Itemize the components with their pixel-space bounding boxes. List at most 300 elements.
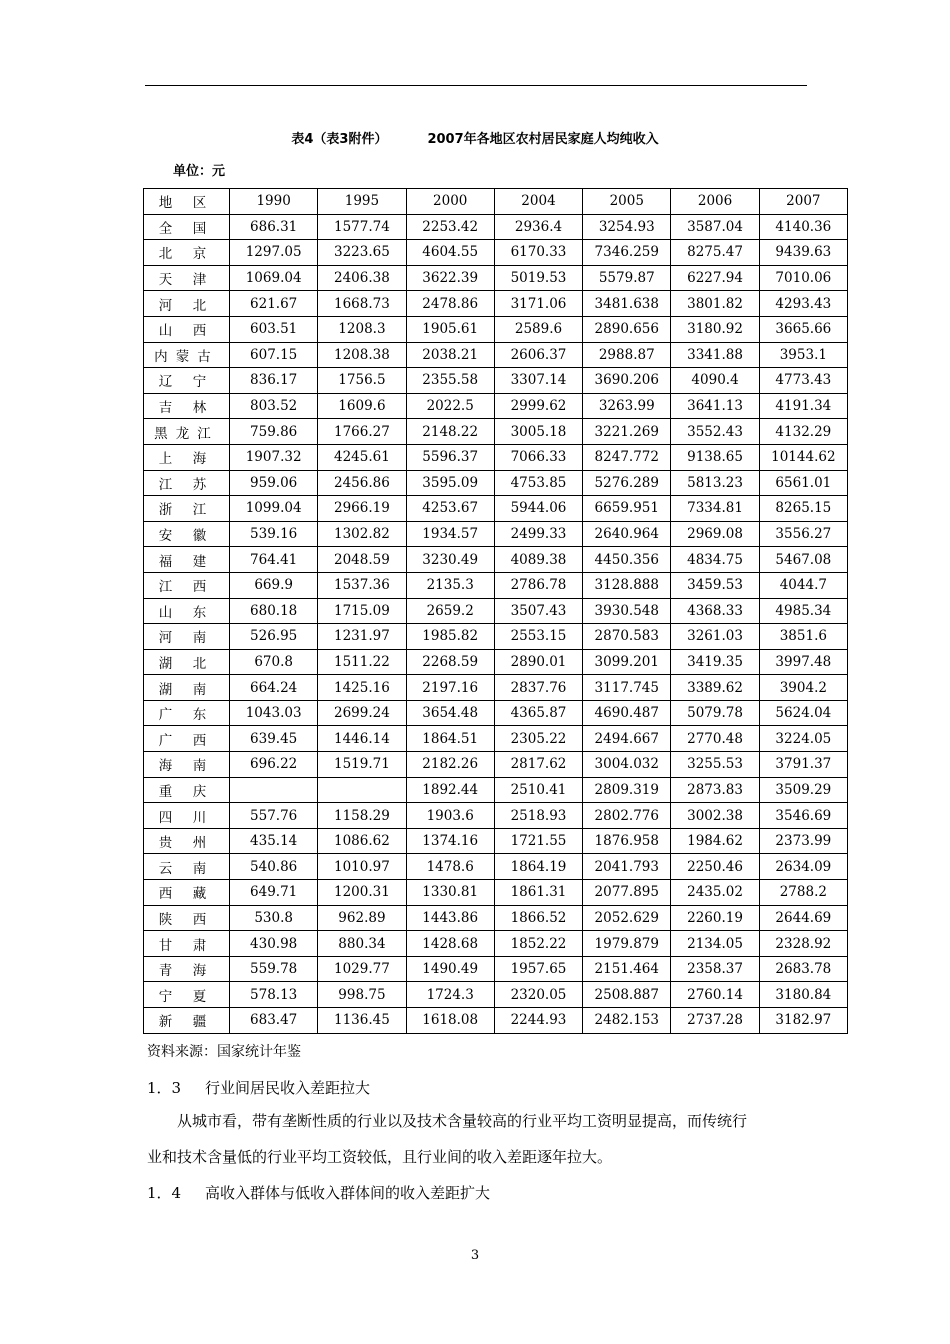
- table-row: [144, 649, 848, 675]
- income-cell: 2320.05: [494, 982, 582, 1008]
- income-cell: 670.8: [230, 649, 318, 675]
- section-heading-1-4: [147, 1182, 490, 1203]
- unit-label: 单位：元: [173, 164, 226, 179]
- income-cell: 2890.656: [583, 316, 671, 342]
- income-cell: 1208.38: [318, 342, 406, 368]
- table-row: [144, 240, 848, 266]
- income-cell: 7346.259: [583, 240, 671, 266]
- income-cell: 1519.71: [318, 752, 406, 778]
- income-cell: 4253.67: [406, 496, 494, 522]
- income-cell: 2737.28: [671, 1008, 759, 1034]
- income-cell: 8247.772: [583, 444, 671, 470]
- income-cell: 3904.2: [759, 675, 847, 701]
- income-cell: 2355.58: [406, 368, 494, 394]
- region-cell: 四 川: [144, 803, 230, 829]
- table-row: [144, 265, 848, 291]
- income-cell: 1618.08: [406, 1008, 494, 1034]
- income-cell: 3002.38: [671, 803, 759, 829]
- table-title: [0, 128, 950, 147]
- income-cell: 1010.97: [318, 854, 406, 880]
- region-cell: 青 海: [144, 956, 230, 982]
- table-row: [144, 521, 848, 547]
- income-cell: 539.16: [230, 521, 318, 547]
- income-cell: 3801.82: [671, 291, 759, 317]
- table-row: [144, 700, 848, 726]
- income-cell: 1425.16: [318, 675, 406, 701]
- income-cell: 8265.15: [759, 496, 847, 522]
- income-cell: 4132.29: [759, 419, 847, 445]
- region-cell: 陕 西: [144, 905, 230, 931]
- income-cell: 3509.29: [759, 777, 847, 803]
- income-cell: 5079.78: [671, 700, 759, 726]
- income-cell: 1979.879: [583, 931, 671, 957]
- income-cell: 4293.43: [759, 291, 847, 317]
- income-cell: 1985.82: [406, 624, 494, 650]
- income-cell: 2936.4: [494, 214, 582, 240]
- income-cell: 540.86: [230, 854, 318, 880]
- income-cell: 430.98: [230, 931, 318, 957]
- income-cell: 2634.09: [759, 854, 847, 880]
- income-cell: 3507.43: [494, 598, 582, 624]
- column-header-year: 1995: [318, 189, 406, 215]
- income-cell: 1428.68: [406, 931, 494, 957]
- income-cell: 998.75: [318, 982, 406, 1008]
- income-cell: 696.22: [230, 752, 318, 778]
- income-cell: 1766.27: [318, 419, 406, 445]
- income-cell: 2328.92: [759, 931, 847, 957]
- income-cell: 1200.31: [318, 880, 406, 906]
- income-cell: 3953.1: [759, 342, 847, 368]
- income-cell: 530.8: [230, 905, 318, 931]
- region-cell: 山 西: [144, 316, 230, 342]
- table-row: [144, 470, 848, 496]
- income-cell: 1490.49: [406, 956, 494, 982]
- income-cell: 2659.2: [406, 598, 494, 624]
- income-cell: 4834.75: [671, 547, 759, 573]
- table-row: [144, 572, 848, 598]
- header-rule: [145, 85, 807, 86]
- table-row: [144, 752, 848, 778]
- region-cell: 江 苏: [144, 470, 230, 496]
- income-cell: 1302.82: [318, 521, 406, 547]
- income-cell: 3307.14: [494, 368, 582, 394]
- income-cell: 1903.6: [406, 803, 494, 829]
- income-cell: 1537.36: [318, 572, 406, 598]
- income-cell: 4140.36: [759, 214, 847, 240]
- income-cell: 3587.04: [671, 214, 759, 240]
- table-row: [144, 880, 848, 906]
- income-cell: 3230.49: [406, 547, 494, 573]
- income-cell: 3546.69: [759, 803, 847, 829]
- income-cell: 3263.99: [583, 393, 671, 419]
- region-cell: 辽 宁: [144, 368, 230, 394]
- income-cell: 2699.24: [318, 700, 406, 726]
- table-row: [144, 419, 848, 445]
- income-cell: 2052.629: [583, 905, 671, 931]
- table-title-label: 表4（表3附件）: [291, 132, 388, 147]
- region-cell: 全 国: [144, 214, 230, 240]
- income-cell: 6227.94: [671, 265, 759, 291]
- region-cell: 江 西: [144, 572, 230, 598]
- region-cell: 重 庆: [144, 777, 230, 803]
- income-cell: 2786.78: [494, 572, 582, 598]
- income-cell: 3654.48: [406, 700, 494, 726]
- region-cell: 贵 州: [144, 828, 230, 854]
- column-header-year: 2005: [583, 189, 671, 215]
- income-cell: 880.34: [318, 931, 406, 957]
- income-cell: 3004.032: [583, 752, 671, 778]
- income-cell: 3665.66: [759, 316, 847, 342]
- income-cell: 2244.93: [494, 1008, 582, 1034]
- income-cell: 1374.16: [406, 828, 494, 854]
- income-cell: 2148.22: [406, 419, 494, 445]
- region-cell: 湖 北: [144, 649, 230, 675]
- income-cell: 3481.638: [583, 291, 671, 317]
- income-cell: 2837.76: [494, 675, 582, 701]
- income-cell: 2048.59: [318, 547, 406, 573]
- income-cell: 5944.06: [494, 496, 582, 522]
- income-cell: 5579.87: [583, 265, 671, 291]
- income-cell: 3255.53: [671, 752, 759, 778]
- table-row: [144, 393, 848, 419]
- income-cell: 962.89: [318, 905, 406, 931]
- column-header-year: 2000: [406, 189, 494, 215]
- income-cell: 836.17: [230, 368, 318, 394]
- income-cell: 2817.62: [494, 752, 582, 778]
- region-cell: 黑龙江: [144, 419, 230, 445]
- income-cell: 1934.57: [406, 521, 494, 547]
- income-cell: 9439.63: [759, 240, 847, 266]
- income-cell: 1577.74: [318, 214, 406, 240]
- income-cell: 1043.03: [230, 700, 318, 726]
- header-row: [144, 189, 848, 215]
- income-cell: [318, 777, 406, 803]
- region-cell: 河 北: [144, 291, 230, 317]
- income-cell: 1957.65: [494, 956, 582, 982]
- table-body: [144, 214, 848, 1033]
- table-row: [144, 777, 848, 803]
- income-cell: 2260.19: [671, 905, 759, 931]
- income-cell: 2041.793: [583, 854, 671, 880]
- income-cell: 4753.85: [494, 470, 582, 496]
- income-table: [143, 188, 848, 1034]
- income-cell: 2510.41: [494, 777, 582, 803]
- income-cell: 3099.201: [583, 649, 671, 675]
- income-cell: 2022.5: [406, 393, 494, 419]
- income-cell: 5813.23: [671, 470, 759, 496]
- income-cell: 2508.887: [583, 982, 671, 1008]
- table-title-text: 2007年各地区农村居民家庭人均纯收入: [427, 132, 659, 147]
- income-cell: 1984.62: [671, 828, 759, 854]
- income-cell: 759.86: [230, 419, 318, 445]
- income-cell: 6561.01: [759, 470, 847, 496]
- income-cell: 2373.99: [759, 828, 847, 854]
- income-cell: 5596.37: [406, 444, 494, 470]
- income-cell: 764.41: [230, 547, 318, 573]
- section-heading-1-3: [147, 1077, 370, 1098]
- region-cell: 内蒙古: [144, 342, 230, 368]
- income-cell: 1099.04: [230, 496, 318, 522]
- income-cell: 1866.52: [494, 905, 582, 931]
- income-cell: 3622.39: [406, 265, 494, 291]
- income-cell: 526.95: [230, 624, 318, 650]
- income-cell: 1864.19: [494, 854, 582, 880]
- income-cell: 1029.77: [318, 956, 406, 982]
- section-number: 1．3: [147, 1079, 182, 1097]
- region-cell: 广 东: [144, 700, 230, 726]
- region-cell: 广 西: [144, 726, 230, 752]
- income-cell: 2969.08: [671, 521, 759, 547]
- income-cell: 4245.61: [318, 444, 406, 470]
- income-cell: 3930.548: [583, 598, 671, 624]
- table-row: [144, 598, 848, 624]
- region-cell: 吉 林: [144, 393, 230, 419]
- source-note: 资料来源：国家统计年鉴: [147, 1044, 301, 1060]
- income-cell: 1876.958: [583, 828, 671, 854]
- income-cell: 669.9: [230, 572, 318, 598]
- income-cell: 3595.09: [406, 470, 494, 496]
- income-cell: 639.45: [230, 726, 318, 752]
- income-cell: 4089.38: [494, 547, 582, 573]
- income-cell: 435.14: [230, 828, 318, 854]
- section-title: 高收入群体与低收入群体间的收入差距扩大: [205, 1184, 491, 1202]
- income-cell: 3223.65: [318, 240, 406, 266]
- table-row: [144, 342, 848, 368]
- income-cell: 3341.88: [671, 342, 759, 368]
- table-row: [144, 803, 848, 829]
- income-cell: 2890.01: [494, 649, 582, 675]
- income-cell: 3556.27: [759, 521, 847, 547]
- table-row: [144, 214, 848, 240]
- paragraph-line-2: 业和技术含量低的行业平均工资较低，且行业间的收入差距逐年拉大。: [147, 1148, 613, 1166]
- income-cell: 2999.62: [494, 393, 582, 419]
- table-row: [144, 496, 848, 522]
- income-cell: 683.47: [230, 1008, 318, 1034]
- income-cell: 2966.19: [318, 496, 406, 522]
- income-cell: 3419.35: [671, 649, 759, 675]
- income-cell: 2589.6: [494, 316, 582, 342]
- income-cell: 7334.81: [671, 496, 759, 522]
- table-row: [144, 854, 848, 880]
- income-cell: 3552.43: [671, 419, 759, 445]
- paragraph-line-1: 从城市看，带有垄断性质的行业以及技术含量较高的行业平均工资明显提高，而传统行: [177, 1112, 748, 1130]
- table-row: [144, 368, 848, 394]
- income-cell: 2197.16: [406, 675, 494, 701]
- income-cell: 2151.464: [583, 956, 671, 982]
- column-header-year: 2006: [671, 189, 759, 215]
- region-cell: 西 藏: [144, 880, 230, 906]
- income-cell: 3005.18: [494, 419, 582, 445]
- table-row: [144, 316, 848, 342]
- income-cell: 2494.667: [583, 726, 671, 752]
- table-row: [144, 828, 848, 854]
- income-cell: 2406.38: [318, 265, 406, 291]
- table-row: [144, 624, 848, 650]
- table-row: [144, 444, 848, 470]
- income-cell: 3117.745: [583, 675, 671, 701]
- region-cell: 天 津: [144, 265, 230, 291]
- page-number: 3: [470, 1248, 480, 1263]
- income-cell: 1668.73: [318, 291, 406, 317]
- column-header-region: 地 区: [144, 189, 230, 215]
- income-cell: 2870.583: [583, 624, 671, 650]
- income-cell: 2358.37: [671, 956, 759, 982]
- table-row: [144, 726, 848, 752]
- income-cell: 4690.487: [583, 700, 671, 726]
- region-cell: 福 建: [144, 547, 230, 573]
- income-cell: 3254.93: [583, 214, 671, 240]
- income-cell: 686.31: [230, 214, 318, 240]
- income-cell: 4090.4: [671, 368, 759, 394]
- income-cell: 4985.34: [759, 598, 847, 624]
- income-cell: 2988.87: [583, 342, 671, 368]
- income-cell: 578.13: [230, 982, 318, 1008]
- income-cell: 2134.05: [671, 931, 759, 957]
- region-cell: 海 南: [144, 752, 230, 778]
- income-cell: 1715.09: [318, 598, 406, 624]
- income-cell: 3851.6: [759, 624, 847, 650]
- income-cell: 2435.02: [671, 880, 759, 906]
- income-cell: 2606.37: [494, 342, 582, 368]
- income-cell: 10144.62: [759, 444, 847, 470]
- region-cell: 安 徽: [144, 521, 230, 547]
- income-cell: 2268.59: [406, 649, 494, 675]
- income-cell: 4773.43: [759, 368, 847, 394]
- income-cell: 5276.289: [583, 470, 671, 496]
- income-cell: 2802.776: [583, 803, 671, 829]
- income-cell: 2873.83: [671, 777, 759, 803]
- income-cell: 1231.97: [318, 624, 406, 650]
- table-row: [144, 905, 848, 931]
- income-cell: 1208.3: [318, 316, 406, 342]
- income-cell: 3180.84: [759, 982, 847, 1008]
- income-cell: 1724.3: [406, 982, 494, 1008]
- income-cell: [230, 777, 318, 803]
- income-cell: 1511.22: [318, 649, 406, 675]
- income-cell: 3641.13: [671, 393, 759, 419]
- income-cell: 2518.93: [494, 803, 582, 829]
- income-cell: 1609.6: [318, 393, 406, 419]
- region-cell: 湖 南: [144, 675, 230, 701]
- income-cell: 1864.51: [406, 726, 494, 752]
- region-cell: 北 京: [144, 240, 230, 266]
- income-cell: 2640.964: [583, 521, 671, 547]
- income-cell: 2553.15: [494, 624, 582, 650]
- section-title: 行业间居民收入差距拉大: [205, 1079, 371, 1097]
- income-cell: 1443.86: [406, 905, 494, 931]
- income-cell: 4044.7: [759, 572, 847, 598]
- income-cell: 2760.14: [671, 982, 759, 1008]
- table-header: [144, 189, 848, 215]
- income-cell: 7066.33: [494, 444, 582, 470]
- income-cell: 649.71: [230, 880, 318, 906]
- income-cell: 5019.53: [494, 265, 582, 291]
- income-cell: 3128.888: [583, 572, 671, 598]
- income-cell: 4191.34: [759, 393, 847, 419]
- income-cell: 1852.22: [494, 931, 582, 957]
- income-cell: 1069.04: [230, 265, 318, 291]
- table-row: [144, 291, 848, 317]
- region-cell: 上 海: [144, 444, 230, 470]
- region-cell: 新 疆: [144, 1008, 230, 1034]
- region-cell: 甘 肃: [144, 931, 230, 957]
- income-cell: 607.15: [230, 342, 318, 368]
- income-cell: 1892.44: [406, 777, 494, 803]
- income-cell: 803.52: [230, 393, 318, 419]
- region-cell: 浙 江: [144, 496, 230, 522]
- income-cell: 1297.05: [230, 240, 318, 266]
- income-cell: 3791.37: [759, 752, 847, 778]
- income-cell: 664.24: [230, 675, 318, 701]
- income-cell: 2644.69: [759, 905, 847, 931]
- income-cell: 4450.356: [583, 547, 671, 573]
- income-cell: 621.67: [230, 291, 318, 317]
- income-cell: 2135.3: [406, 572, 494, 598]
- income-cell: 1330.81: [406, 880, 494, 906]
- income-cell: 6659.951: [583, 496, 671, 522]
- income-cell: 1446.14: [318, 726, 406, 752]
- income-cell: 5467.08: [759, 547, 847, 573]
- income-cell: 2038.21: [406, 342, 494, 368]
- income-cell: 2182.26: [406, 752, 494, 778]
- income-cell: 9138.65: [671, 444, 759, 470]
- income-cell: 4368.33: [671, 598, 759, 624]
- income-cell: 2456.86: [318, 470, 406, 496]
- income-cell: 1907.32: [230, 444, 318, 470]
- income-cell: 7010.06: [759, 265, 847, 291]
- income-cell: 4365.87: [494, 700, 582, 726]
- table-row: [144, 547, 848, 573]
- income-cell: 3261.03: [671, 624, 759, 650]
- table-row: [144, 675, 848, 701]
- income-cell: 4604.55: [406, 240, 494, 266]
- income-cell: 3459.53: [671, 572, 759, 598]
- income-cell: 3224.05: [759, 726, 847, 752]
- column-header-year: 2007: [759, 189, 847, 215]
- income-cell: 2482.153: [583, 1008, 671, 1034]
- region-cell: 云 南: [144, 854, 230, 880]
- region-cell: 河 南: [144, 624, 230, 650]
- income-cell: 1756.5: [318, 368, 406, 394]
- income-cell: 3180.92: [671, 316, 759, 342]
- region-cell: 山 东: [144, 598, 230, 624]
- income-cell: 3997.48: [759, 649, 847, 675]
- income-cell: 3171.06: [494, 291, 582, 317]
- table-row: [144, 931, 848, 957]
- income-cell: 2250.46: [671, 854, 759, 880]
- income-cell: 3690.206: [583, 368, 671, 394]
- table-row: [144, 982, 848, 1008]
- income-cell: 1721.55: [494, 828, 582, 854]
- income-cell: 2788.2: [759, 880, 847, 906]
- income-cell: 2305.22: [494, 726, 582, 752]
- income-cell: 8275.47: [671, 240, 759, 266]
- income-cell: 5624.04: [759, 700, 847, 726]
- income-cell: 1086.62: [318, 828, 406, 854]
- income-cell: 2077.895: [583, 880, 671, 906]
- income-cell: 2499.33: [494, 521, 582, 547]
- region-cell: 宁 夏: [144, 982, 230, 1008]
- income-cell: 6170.33: [494, 240, 582, 266]
- table-row: [144, 956, 848, 982]
- table-row: [144, 1008, 848, 1034]
- income-cell: 557.76: [230, 803, 318, 829]
- column-header-year: 2004: [494, 189, 582, 215]
- income-cell: 1861.31: [494, 880, 582, 906]
- section-number: 1．4: [147, 1184, 182, 1202]
- income-cell: 2253.42: [406, 214, 494, 240]
- income-cell: 1905.61: [406, 316, 494, 342]
